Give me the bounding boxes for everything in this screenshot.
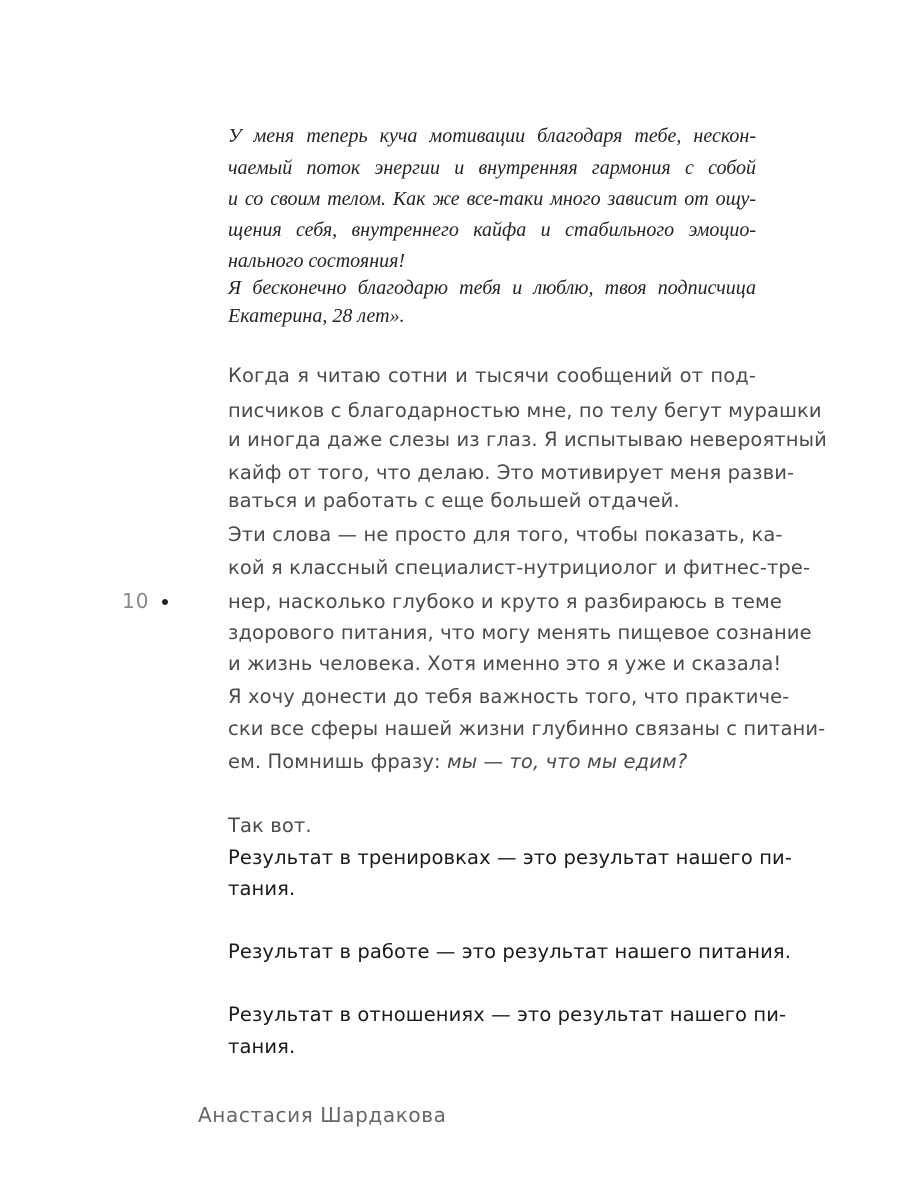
quote-line: чаемый поток энергии и внутренняя гармония с собой [228, 157, 756, 179]
statement-line: Результат в тренировках — это результат нашего пи- [228, 846, 792, 869]
quote-line: Екатерина, 28 лет». [228, 305, 405, 327]
quote-line: щения себя, внутреннего кайфа и стабильного эмоцио- [228, 219, 756, 241]
statement-line: тания. [228, 1035, 296, 1058]
body-line: нер, насколько глубоко и круто я разбираюсь в теме [228, 590, 782, 613]
body-line: кайф от того, что делаю. Это мотивирует меня разви- [228, 461, 795, 484]
body-line: кой я классный специалист-нутрициолог и фитнес-тре- [228, 556, 811, 579]
quote-line: и со своим телом. Как же все-таки много зависит от ощу- [228, 188, 756, 210]
body-line-text: ем. Помнишь фразу: [228, 750, 447, 773]
page-number: 10 [122, 589, 150, 613]
body-line: ваться и работать с еще большей отдачей. [228, 489, 680, 512]
statement-line: Результат в работе — это результат нашего питания. [228, 940, 792, 963]
body-line: здорового питания, что могу менять пищевое сознание [228, 621, 812, 644]
conclusion-intro: Так вот. [228, 814, 312, 837]
body-line: писчиков с благодарностью мне, по телу бегут мурашки [228, 399, 822, 422]
body-line: Я хочу донести до тебя важность того, что практиче- [228, 685, 790, 708]
body-line: и иногда даже слезы из глаз. Я испытываю невероятный [228, 428, 827, 451]
quote-line: Я бесконечно благодарю тебя и люблю, твоя подписчица [228, 277, 756, 299]
body-line: Когда я читаю сотни и тысячи сообщений от под- [228, 364, 756, 387]
statement-line: Результат в отношениях — это результат нашего пи- [228, 1003, 787, 1026]
footer-author: Анастасия Шардакова [198, 1103, 447, 1127]
statement-line: тания. [228, 877, 296, 900]
quoted-phrase: мы — то, что мы едим? [446, 750, 688, 773]
quote-line: нального состояния! [228, 250, 406, 272]
quote-line: У меня теперь куча мотивации благодаря тебе, нескон- [228, 125, 756, 147]
body-line: Эти слова — не просто для того, чтобы показать, ка- [228, 523, 783, 546]
body-line: ски все сферы нашей жизни глубинно связаны с питани- [228, 717, 826, 740]
body-line: и жизнь человека. Хотя именно это я уже и сказала! [228, 652, 782, 675]
body-line-last [228, 744, 756, 780]
bullet-dot-icon [162, 599, 168, 605]
